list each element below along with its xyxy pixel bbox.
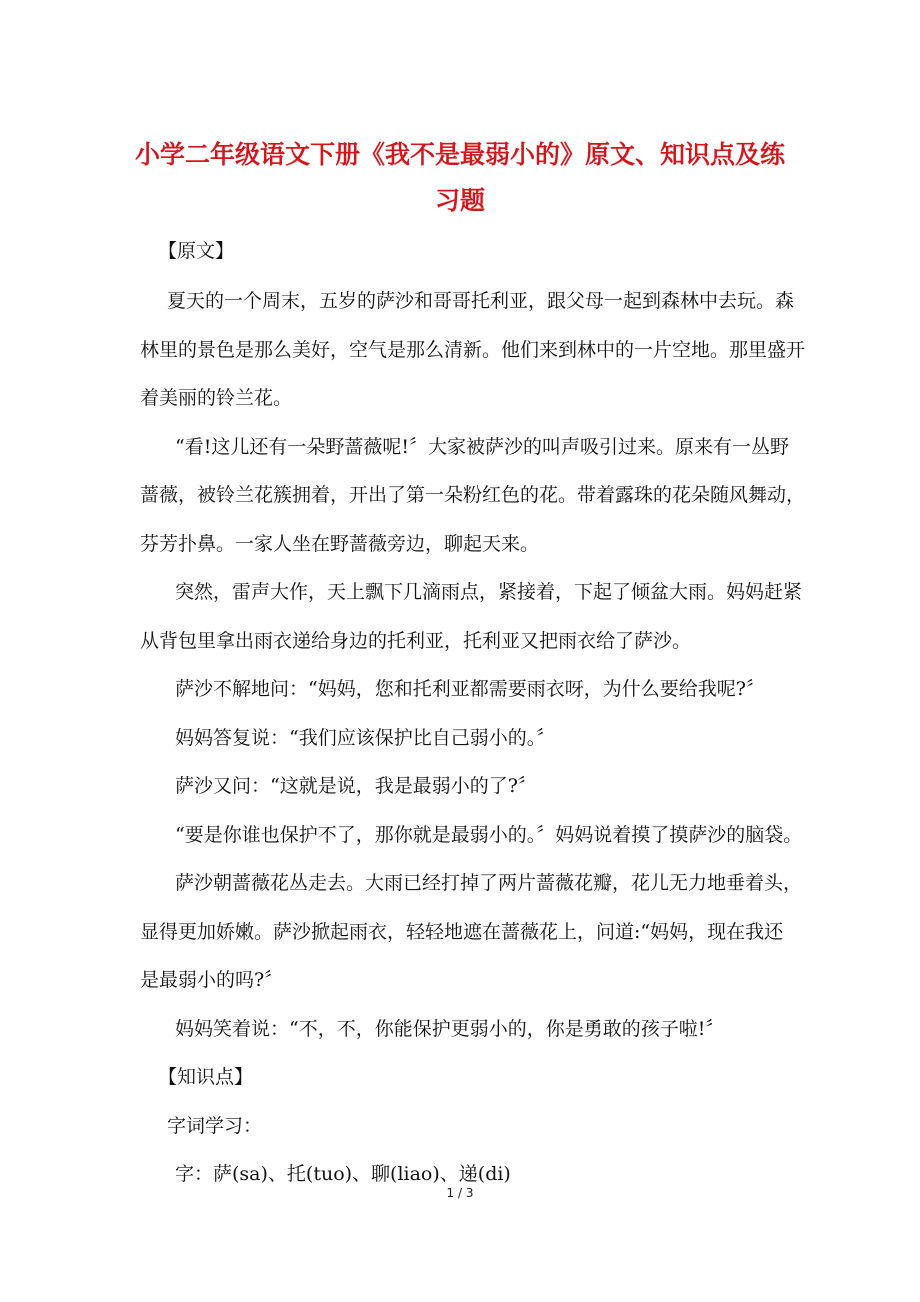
paragraph-line: 萨沙朝蔷薇花丛走去。大雨已经打掉了两片蔷薇花瓣，花儿无力地垂着头， xyxy=(175,872,803,894)
paragraph-line: 萨沙又问：“这就是说，我是最弱小的了?〞 xyxy=(175,775,537,797)
paragraph-line: “看!这儿还有一朵野蔷薇呢!〞大家被萨沙的叫声吸引过来。原来有一丛野 xyxy=(175,436,789,458)
paragraph-line: 夏天的一个周末，五岁的萨沙和哥哥托利亚，跟父母一起到森林中去玩。森 xyxy=(167,290,795,312)
paragraph-line: 萨沙不解地问：“妈妈，您和托利亚都需要雨衣呀，为什么要给我呢?〞 xyxy=(175,678,765,700)
page-indicator: 1 / 3 xyxy=(446,1186,474,1200)
vocab-chars-line: 字：萨(sa)、托(tuo)、聊(liao)、递(di) xyxy=(175,1163,511,1185)
paragraph-line: 妈妈答复说：“我们应该保护比自己弱小的。〞 xyxy=(175,727,556,749)
paragraph-line: 蔷薇，被铃兰花簇拥着，开出了第一朵粉红色的花。带着露珠的花朵随风舞动， xyxy=(140,484,806,506)
vocab-heading: 字词学习： xyxy=(167,1115,263,1137)
title-line-1: 小学二年级语文下册《我不是最弱小的》原文、知识点及练 xyxy=(134,140,785,169)
paragraph-line: 妈妈笑着说：“不，不，你能保护更弱小的，你是勇敢的孩子啦!〞 xyxy=(175,1018,725,1040)
paragraph-line: 显得更加娇嫩。萨沙掀起雨衣，轻轻地遮在蔷薇花上，问道:“妈妈，现在我还 xyxy=(140,921,784,943)
document-title xyxy=(120,132,800,224)
title-line-2: 习题 xyxy=(434,186,485,215)
paragraph-line: 芬芳扑鼻。一家人坐在野蔷薇旁边，聊起天来。 xyxy=(140,533,540,555)
paragraph-line: 从背包里拿出雨衣递给身边的托利亚，托利亚又把雨衣给了萨沙。 xyxy=(140,630,692,652)
paragraph-line: 突然，雷声大作，天上飘下几滴雨点，紧接着，下起了倾盆大雨。妈妈赶紧 xyxy=(175,581,803,603)
paragraph-line: 是最弱小的吗?〞 xyxy=(140,969,284,991)
paragraph-line: 着美丽的铃兰花。 xyxy=(140,387,293,409)
section-heading-original: 【原文】 xyxy=(158,240,235,262)
section-heading-knowledge: 【知识点】 xyxy=(158,1066,254,1088)
paragraph-line: “要是你谁也保护不了，那你就是最弱小的。〞妈妈说着摸了摸萨沙的脑袋。 xyxy=(175,824,803,846)
paragraph-line: 林里的景色是那么美好，空气是那么清新。他们来到林中的一片空地。那里盛开 xyxy=(140,339,806,361)
